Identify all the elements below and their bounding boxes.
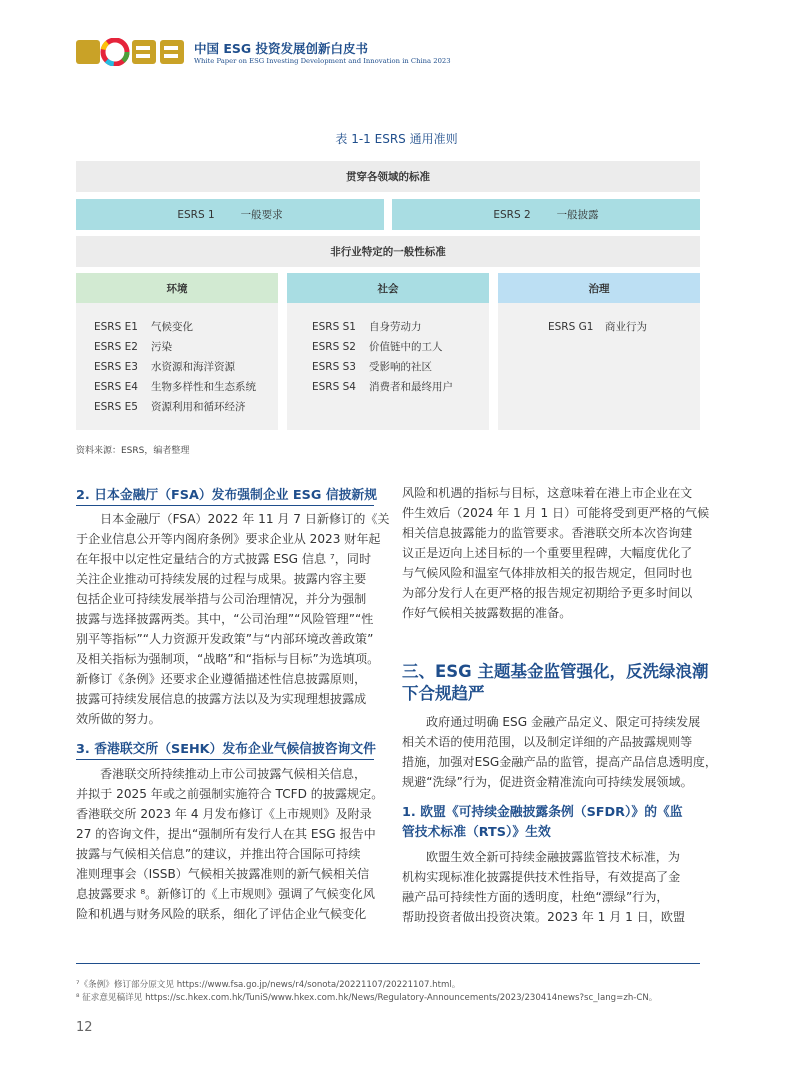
list-item: ESRS S1 自身劳动力 <box>312 321 422 333</box>
footnote-8: ⁸ 征求意见稿详见 https://sc.hkex.com.hk/TuniS/www.hkex.com.hk/News/Regulatory-Announcements/2023/230414news?sc_lang=zh-CN。 <box>76 993 658 1003</box>
paragraph-line: 披露与气候相关信息”的建议，并推出符合国际可持续 <box>76 847 361 861</box>
sector-agnostic-band <box>76 236 700 267</box>
chapter-heading-line2: 下合规趋严 <box>402 684 485 703</box>
paragraph-line: 作好气候相关披露数据的准备。 <box>402 606 572 620</box>
paragraph-line: 规避“洗绿”行为，促进资金精准流向可持续发展领域。 <box>402 775 693 789</box>
paragraph-line: 相关术语的使用范围，以及制定详细的产品披露规则等 <box>402 735 693 749</box>
paragraph-line: 别平等指标”“人力资源开发政策”与“内部环境改善政策” <box>76 632 374 646</box>
paragraph-line: 息披露要求 ⁸。新修订的《上市规则》强调了气候变化风 <box>76 887 375 901</box>
list-item: ESRS G1 商业行为 <box>548 321 647 333</box>
column-header-governance <box>498 273 700 303</box>
esrs2-name: 一般披露 <box>556 209 599 221</box>
header-title-cn: 中国 ESG 投资发展创新白皮书 <box>194 41 369 56</box>
section-heading-fsa: 2. 日本金融厅（FSA）发布强制企业 ESG 信披新规 <box>76 488 378 503</box>
paragraph-line: 准则理事会（ISSB）气候相关披露准则的新气候相关信 <box>76 867 370 881</box>
list-item: ESRS S4 消费者和最终用户 <box>312 381 453 393</box>
table-title: 表 1-1 ESRS 通用准则 <box>335 132 458 146</box>
column-header-governance-label: 治理 <box>588 282 610 295</box>
paragraph-line: 并拟于 2025 年或之前强制实施符合 TCFD 的披露规定。 <box>76 787 384 801</box>
esrs1-band <box>76 199 384 230</box>
paragraph-line: 包括企业可持续发展举措与公司治理情况，并分为强制 <box>76 592 367 606</box>
esrs1-name: 一般要求 <box>240 209 283 221</box>
paragraph-line: 机构实现标准化披露提供技术性指导，有效提高了金 <box>402 870 681 884</box>
list-item: ESRS E4 生物多样性和生态系统 <box>94 381 256 393</box>
paragraph-line: 在年报中以定性定量结合的方式披露 ESG 信息 ⁷，同时 <box>76 552 372 566</box>
cross-cutting-label: 贯穿各领域的标准 <box>346 171 430 183</box>
paragraph-line: 披露与选择披露两类。其中，“公司治理”“风险管理”“性 <box>76 612 374 626</box>
table-source: 资料来源：ESRS，编者整理 <box>76 446 190 456</box>
list-item: ESRS E1 气候变化 <box>94 321 193 333</box>
esrs2-code: ESRS 2 <box>493 208 531 221</box>
column-header-environment-label: 环境 <box>166 282 188 295</box>
paragraph-line: 关注企业推动可持续发展的过程与成果。披露内容主要 <box>76 572 367 586</box>
column-header-social <box>287 273 489 303</box>
paragraph-line: 日本金融厅（FSA）2022 年 11 月 7 日新修订的《关 <box>100 512 390 526</box>
paragraph-line: 效所做的努力。 <box>76 712 161 726</box>
paragraph-line: 议正是迈向上述目标的一个重要里程碑，大幅度优化了 <box>402 546 693 560</box>
header-title-en: White Paper on ESG Investing Development and Innovation in China 2023 <box>194 57 451 65</box>
list-item: ESRS S3 受影响的社区 <box>312 361 432 373</box>
section-heading-sfdr-1: 1. 欧盟《可持续金融披露条例（SFDR）》的《监 <box>402 805 683 820</box>
section-heading-sfdr-2: 管技术标准（RTS）》生效 <box>402 825 551 840</box>
list-item: ESRS E5 资源利用和循环经济 <box>94 401 246 413</box>
list-item: ESRS S2 价值链中的工人 <box>312 341 443 353</box>
esrs2-band <box>392 199 700 230</box>
paragraph-line: 及相关指标为强制项，“战略”和“指标与目标”为选填项。 <box>76 652 380 666</box>
paragraph-line: 披露可持续发展信息的披露方法以及为实现理想披露成 <box>76 692 367 706</box>
list-item: ESRS E2 污染 <box>94 341 172 353</box>
paragraph-line: 于企业信息公开等内阁府条例》要求企业从 2023 财年起 <box>76 532 381 546</box>
paragraph-line: 与气候风险和温室气体排放相关的报告规定，但同时也 <box>402 566 693 580</box>
sector-agnostic-label: 非行业特定的一般性标准 <box>330 246 446 258</box>
paragraph-line: 措施，加强对ESG金融产品的监管，提高产品信息透明度， <box>402 755 717 769</box>
paragraph-line: 政府通过明确 ESG 金融产品定义、限定可持续发展 <box>426 715 701 729</box>
paragraph-line: 香港联交所持续推动上市公司披露气候相关信息， <box>100 767 367 781</box>
paragraph-line: 风险和机遇的指标与目标，这意味着在港上市企业在文 <box>402 486 693 500</box>
paragraph-line: 新修订《条例》还要求企业遵循描述性信息披露原则， <box>76 672 367 686</box>
report-logo <box>76 38 184 66</box>
chapter-heading-line1: 三、ESG 主题基金监管强化，反洗绿浪潮 <box>402 662 709 681</box>
paragraph-line: 相关信息披露能力的监管要求。香港联交所本次咨询建 <box>402 526 693 540</box>
heading-underline <box>76 505 374 506</box>
esrs1-code: ESRS 1 <box>177 208 215 221</box>
paragraph-line: 件生效后（2024 年 1 月 1 日）可能将受到更严格的气候 <box>402 506 710 520</box>
page-number: 12 <box>76 1020 93 1035</box>
footnote-divider <box>76 963 700 964</box>
list-item: ESRS E3 水资源和海洋资源 <box>94 361 235 373</box>
paragraph-line: 融产品可持续性方面的透明度，杜绝“漂绿”行为， <box>402 890 669 904</box>
paragraph-line: 险和机遇与财务风险的联系，细化了评估企业气候变化 <box>76 907 367 921</box>
paragraph-line: 为部分发行人在更严格的报告规定初期给予更多时间以 <box>402 586 693 600</box>
section-heading-sehk: 3. 香港联交所（SEHK）发布企业气候信披咨询文件 <box>76 742 376 757</box>
column-header-social-label: 社会 <box>377 282 399 295</box>
cross-cutting-band <box>76 161 700 192</box>
paragraph-line: 香港联交所 2023 年 4 月发布修订《上市规则》及附录 <box>76 807 372 821</box>
footnote-7: ⁷《条例》修订部分原文见 https://www.fsa.go.jp/news/r4/sonota/20221107/20221107.html。 <box>76 980 461 990</box>
paragraph-line: 帮助投资者做出投资决策。2023 年 1 月 1 日，欧盟 <box>402 910 686 924</box>
paragraph-line: 27 的咨询文件，提出“强制所有发行人在其 ESG 报告中 <box>76 827 376 841</box>
column-header-environment <box>76 273 278 303</box>
heading-underline <box>76 759 374 760</box>
paragraph-line: 欧盟生效全新可持续金融披露监管技术标准，为 <box>426 850 680 864</box>
